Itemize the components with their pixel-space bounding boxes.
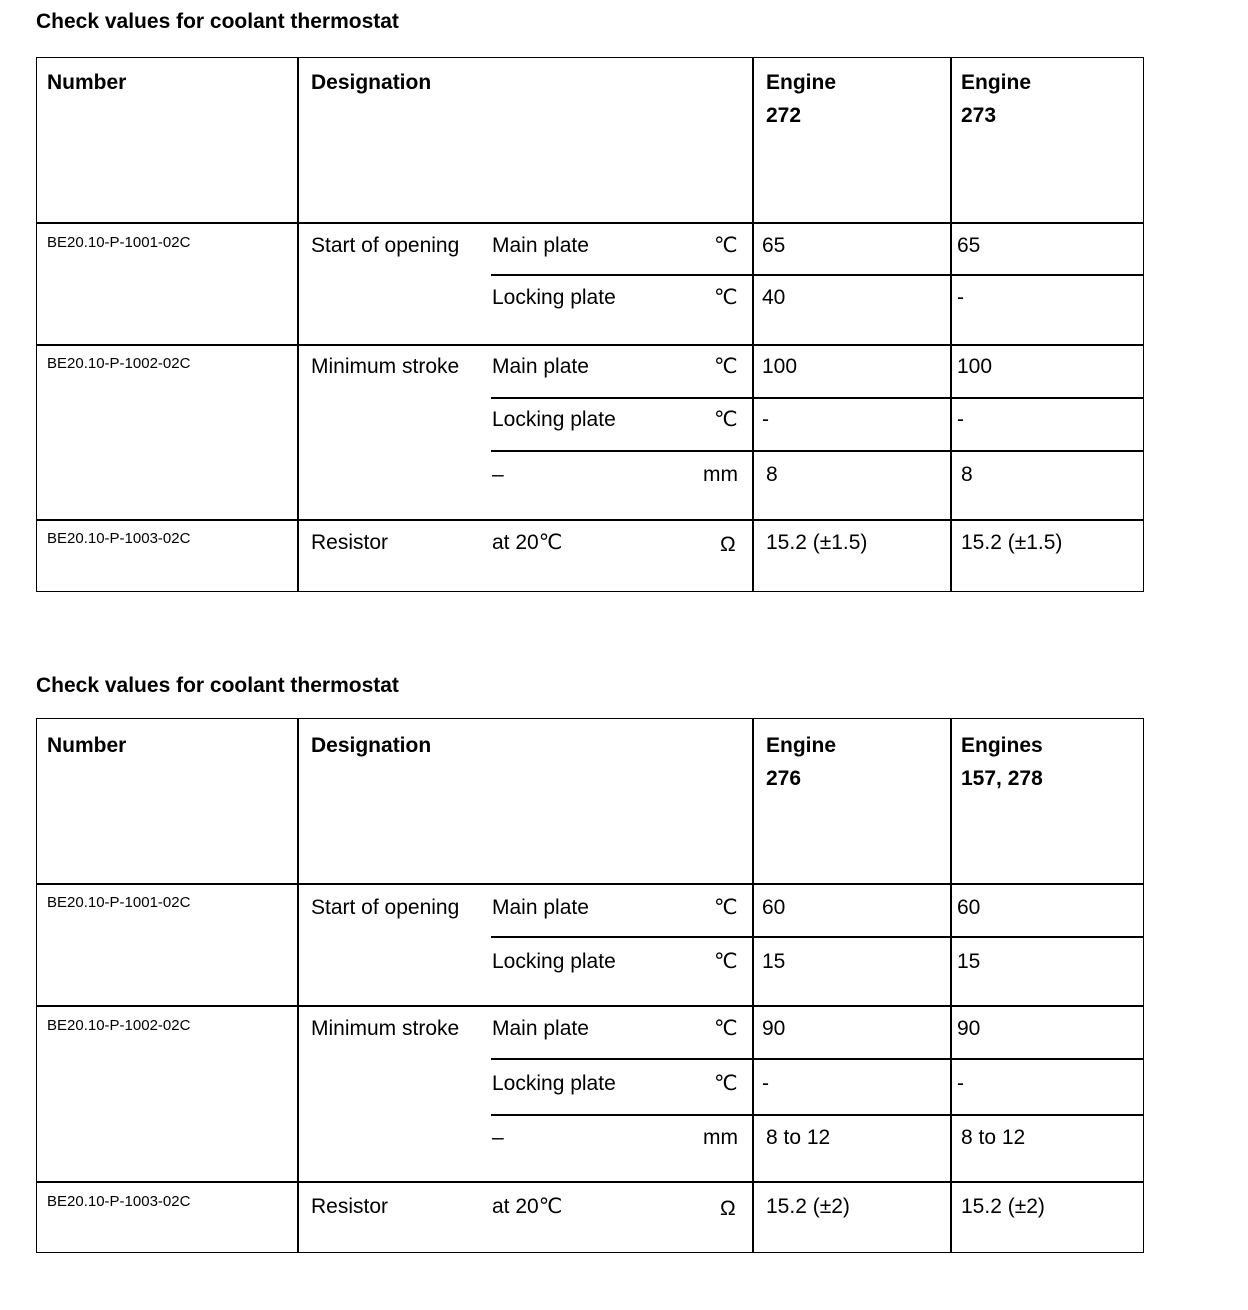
row-designation: Start of opening bbox=[311, 896, 460, 919]
sub-unit: ℃ bbox=[714, 1072, 738, 1095]
sub-unit: mm bbox=[703, 1126, 738, 1149]
row-number: BE20.10-P-1001-02C bbox=[47, 894, 191, 911]
header-engine-col1: Engine 272 bbox=[766, 71, 837, 127]
value-col1: - bbox=[762, 408, 769, 431]
row-number: BE20.10-P-1003-02C bbox=[47, 1193, 191, 1210]
value-col1: - bbox=[762, 1072, 769, 1095]
row-number: BE20.10-P-1003-02C bbox=[47, 530, 191, 547]
sub-label: Main plate bbox=[492, 355, 589, 378]
header-engine-col2: Engines 157, 278 bbox=[961, 734, 1043, 790]
value-col2: - bbox=[957, 1072, 964, 1095]
sub-label: – bbox=[492, 1126, 504, 1149]
table-2 bbox=[36, 718, 1144, 1253]
value-col1: 100 bbox=[762, 355, 798, 378]
sub-unit: ℃ bbox=[714, 286, 738, 309]
sub-label: at 20℃ bbox=[492, 1195, 563, 1218]
header-number: Number bbox=[47, 71, 127, 94]
value-col1: 8 to 12 bbox=[766, 1126, 831, 1149]
value-col2: 60 bbox=[957, 896, 981, 919]
value-col1: 90 bbox=[762, 1017, 786, 1040]
sub-label: – bbox=[492, 463, 504, 486]
row-designation: Resistor bbox=[311, 1195, 389, 1218]
value-col1: 40 bbox=[762, 286, 786, 309]
row-number: BE20.10-P-1001-02C bbox=[47, 234, 191, 251]
value-col2: 65 bbox=[957, 234, 981, 257]
value-col1: 15.2 (±1.5) bbox=[766, 531, 868, 554]
header-number: Number bbox=[47, 734, 127, 757]
sub-label: at 20℃ bbox=[492, 531, 563, 554]
sub-label: Main plate bbox=[492, 1017, 589, 1040]
sub-label: Locking plate bbox=[492, 1072, 616, 1095]
row-number: BE20.10-P-1002-02C bbox=[47, 355, 191, 372]
value-col1: 8 bbox=[766, 463, 778, 486]
value-col1: 60 bbox=[762, 896, 786, 919]
row-designation: Start of opening bbox=[311, 234, 460, 257]
sub-unit: mm bbox=[703, 463, 738, 486]
sub-unit: ℃ bbox=[714, 234, 738, 257]
header-designation: Designation bbox=[311, 71, 432, 94]
header-engine-col1: Engine 276 bbox=[766, 734, 837, 790]
value-col2: 15.2 (±2) bbox=[961, 1195, 1045, 1218]
value-col2: - bbox=[957, 286, 964, 309]
row-designation: Minimum stroke bbox=[311, 355, 460, 378]
value-col2: 90 bbox=[957, 1017, 981, 1040]
sub-label: Main plate bbox=[492, 234, 589, 257]
value-col2: 8 bbox=[961, 463, 973, 486]
header-engine-col2: Engine 273 bbox=[961, 71, 1032, 127]
sub-label: Locking plate bbox=[492, 950, 616, 973]
sub-unit: Ω bbox=[720, 1197, 736, 1220]
sub-unit: ℃ bbox=[714, 896, 738, 919]
sub-unit: ℃ bbox=[714, 1017, 738, 1040]
sub-unit: ℃ bbox=[714, 355, 738, 378]
sub-label: Locking plate bbox=[492, 408, 616, 431]
header-designation: Designation bbox=[311, 734, 432, 757]
row-designation: Resistor bbox=[311, 531, 389, 554]
value-col2: - bbox=[957, 408, 964, 431]
table-1 bbox=[36, 57, 1144, 592]
value-col2: 15 bbox=[957, 950, 981, 973]
sub-label: Main plate bbox=[492, 896, 589, 919]
value-col2: 15.2 (±1.5) bbox=[961, 531, 1063, 554]
value-col2: 100 bbox=[957, 355, 993, 378]
sub-unit: ℃ bbox=[714, 408, 738, 431]
sub-unit: ℃ bbox=[714, 950, 738, 973]
row-designation: Minimum stroke bbox=[311, 1017, 460, 1040]
sub-label: Locking plate bbox=[492, 286, 616, 309]
value-col1: 65 bbox=[762, 234, 786, 257]
value-col2: 8 to 12 bbox=[961, 1126, 1026, 1149]
value-col1: 15 bbox=[762, 950, 786, 973]
row-number: BE20.10-P-1002-02C bbox=[47, 1017, 191, 1034]
table-1-heading: Check values for coolant thermostat bbox=[36, 10, 399, 33]
table-2-heading: Check values for coolant thermostat bbox=[36, 674, 399, 697]
sub-unit: Ω bbox=[720, 533, 736, 556]
value-col1: 15.2 (±2) bbox=[766, 1195, 850, 1218]
